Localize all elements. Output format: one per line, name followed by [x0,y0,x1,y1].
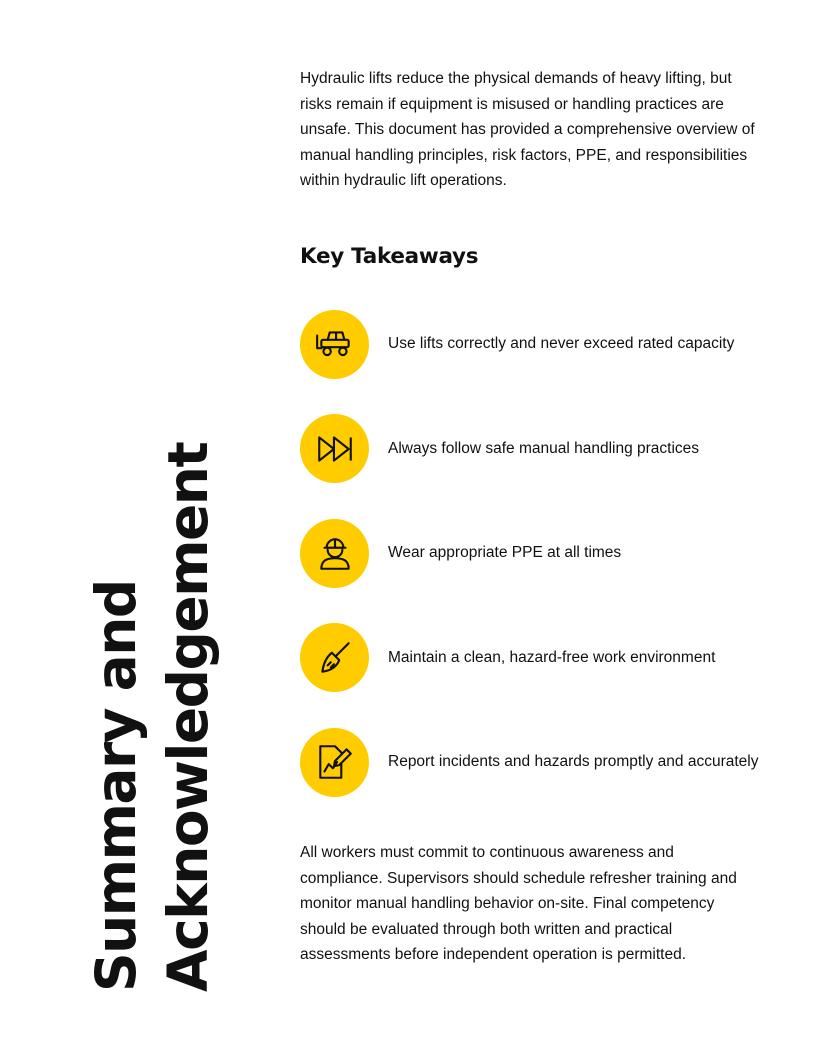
page-title [80,442,224,992]
forklift-icon [300,310,369,379]
takeaway-text: Always follow safe manual handling practices [388,439,700,457]
intro-paragraph: Hydraulic lifts reduce the physical demands of heavy lifting, but risks remain if equipment is misused or handling practices are unsafe. This document has provided a comprehensive overview of manual handling principles, risk factors, PPE, and responsibilities within hydraulic lift operations. [300,70,755,190]
closing-paragraph: All workers must commit to continuous awareness and compliance. Supervisors should schedule refresher training and monitor manual handling behavior on-site. Final competency should be evaluated through both written and practical assessments before independent operation is permitted. [300,844,737,964]
takeaway-text: Maintain a clean, hazard-free work environment [388,648,716,666]
takeaway-item [300,309,780,379]
takeaway-item [300,414,780,484]
takeaway-item [300,623,780,693]
takeaway-text: Use lifts correctly and never exceed rated capacity [388,335,735,352]
fast-forward-icon [300,414,369,483]
report-edit-icon [300,728,369,797]
page-title-line-2: Acknowledgement [156,442,220,992]
takeaway-text: Report incidents and hazards promptly and accurately [388,753,759,770]
main-content [300,66,770,964]
page-title-line-1: Summary and [84,580,148,992]
hard-hat-worker-icon [300,519,369,588]
takeaway-item [300,727,780,797]
key-takeaways-list [300,309,780,832]
broom-icon [300,623,369,692]
takeaway-item [300,518,780,588]
takeaway-text: Wear appropriate PPE at all times [388,544,622,561]
key-takeaways-heading: Key Takeaways [300,244,479,269]
